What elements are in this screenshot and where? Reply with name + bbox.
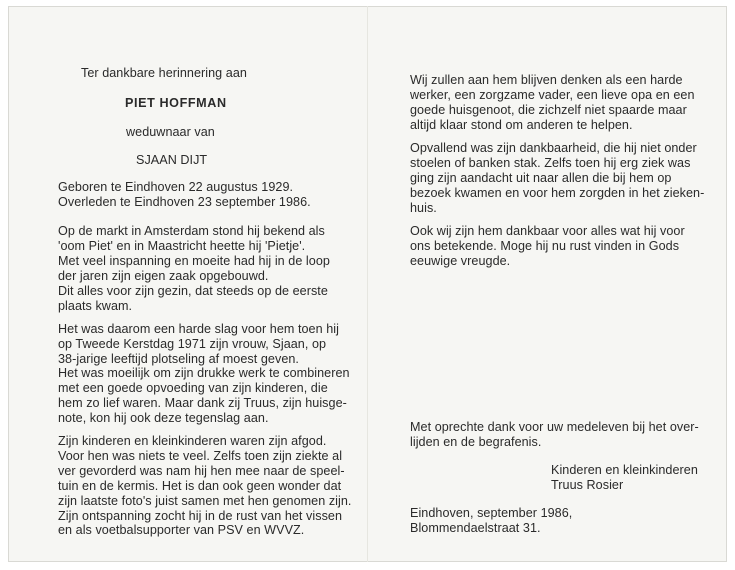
left-paragraph-3-line: Zijn kinderen en kleinkinderen waren zijn afgod.: [58, 434, 327, 448]
address-street-line: Blommendaelstraat 31.: [410, 521, 541, 535]
right-paragraph-2-line: Opvallend was zijn dankbaarheid, die hij niet onder: [410, 141, 697, 155]
signature-family: Kinderen en kleinkinderen: [551, 463, 698, 477]
intro-text: Ter dankbare herinnering aan: [81, 66, 247, 80]
spouse-name: SJAAN DIJT: [136, 153, 208, 167]
left-paragraph-2-line: 38-jarige leeftijd plotseling af moest geven.: [58, 352, 299, 366]
address-date-line: Eindhoven, september 1986,: [410, 506, 573, 520]
left-paragraph-1-line: der jaren zijn eigen zaak opgebouwd.: [58, 269, 269, 283]
left-paragraph-3-line: tuin en de kermis. Het is dan ook geen wonder dat: [58, 479, 342, 493]
left-paragraph-3-line: ver gevorderd was nam hij hen mee naar de speel-: [58, 464, 345, 478]
right-paragraph-1-line: werker, een zorgzame vader, een lieve opa en een: [410, 88, 695, 102]
left-paragraph-2-line: met een goede opvoeding van zijn kinderen, die: [58, 381, 328, 395]
death-line: Overleden te Eindhoven 23 september 1986.: [58, 195, 311, 209]
relation-text: weduwnaar van: [126, 125, 215, 139]
birth-line: Geboren te Eindhoven 22 augustus 1929.: [58, 180, 294, 194]
right-paragraph-3-line: Ook wij zijn hem dankbaar voor alles wat hij voor: [410, 224, 685, 238]
card-fold-line: [367, 6, 368, 562]
right-paragraph-1-line: goede huisgenoot, die zichzelf niet spaarde maar: [410, 103, 687, 117]
right-paragraph-3-line: ons betekende. Moge hij nu rust vinden in Gods: [410, 239, 680, 253]
left-paragraph-2-line: op Tweede Kerstdag 1971 zijn vrouw, Sjaan, op: [58, 337, 327, 351]
right-paragraph-3-line: eeuwige vreugde.: [410, 254, 511, 268]
left-paragraph-3-line: zijn laatste foto's juist samen met hen genomen zijn.: [58, 494, 352, 508]
right-paragraph-2-line: ging zijn aandacht uit naar allen die bij hem op: [410, 171, 672, 185]
left-paragraph-1-line: plaats kwam.: [58, 299, 133, 313]
right-paragraph-1-line: altijd klaar stond om anderen te helpen.: [410, 118, 633, 132]
left-paragraph-1-line: 'oom Piet' en in Maastricht heette hij 'Pietje'.: [58, 239, 306, 253]
thanks-line: Met oprechte dank voor uw medeleven bij het over-: [410, 420, 699, 434]
left-paragraph-2-line: Het was moeilijk om zijn drukke werk te combineren: [58, 366, 350, 380]
left-paragraph-1-line: Met veel inspanning en moeite had hij in de loop: [58, 254, 330, 268]
right-paragraph-2-line: huis.: [410, 201, 437, 215]
left-paragraph-2-line: Het was daarom een harde slag voor hem toen hij: [58, 322, 339, 336]
thanks-line: lijden en de begrafenis.: [410, 435, 542, 449]
right-paragraph-2-line: stoelen of banken stak. Zelfs toen hij erg ziek was: [410, 156, 691, 170]
left-paragraph-3-line: en als voetbalsupporter van PSV en WVVZ.: [58, 523, 305, 537]
right-paragraph-2-line: bezoek kwamen en voor hem zorgden in het zieken-: [410, 186, 705, 200]
left-paragraph-1-line: Dit alles voor zijn gezin, dat steeds op de eerste: [58, 284, 328, 298]
right-paragraph-1-line: Wij zullen aan hem blijven denken als een harde: [410, 73, 683, 87]
left-paragraph-3-line: Zijn ontspanning zocht hij in de rust van het vissen: [58, 509, 343, 523]
deceased-name: PIET HOFFMAN: [125, 96, 227, 110]
left-paragraph-3-line: Voor hen was niets te veel. Zelfs toen zijn ziekte al: [58, 449, 343, 463]
signature-name: Truus Rosier: [551, 478, 624, 492]
left-paragraph-2-line: hem zo lief waren. Maar dank zij Truus, zijn huisge-: [58, 396, 347, 410]
left-paragraph-2-line: note, kon hij ook deze tegenslag aan.: [58, 411, 269, 425]
left-paragraph-1-line: Op de markt in Amsterdam stond hij bekend als: [58, 224, 325, 238]
